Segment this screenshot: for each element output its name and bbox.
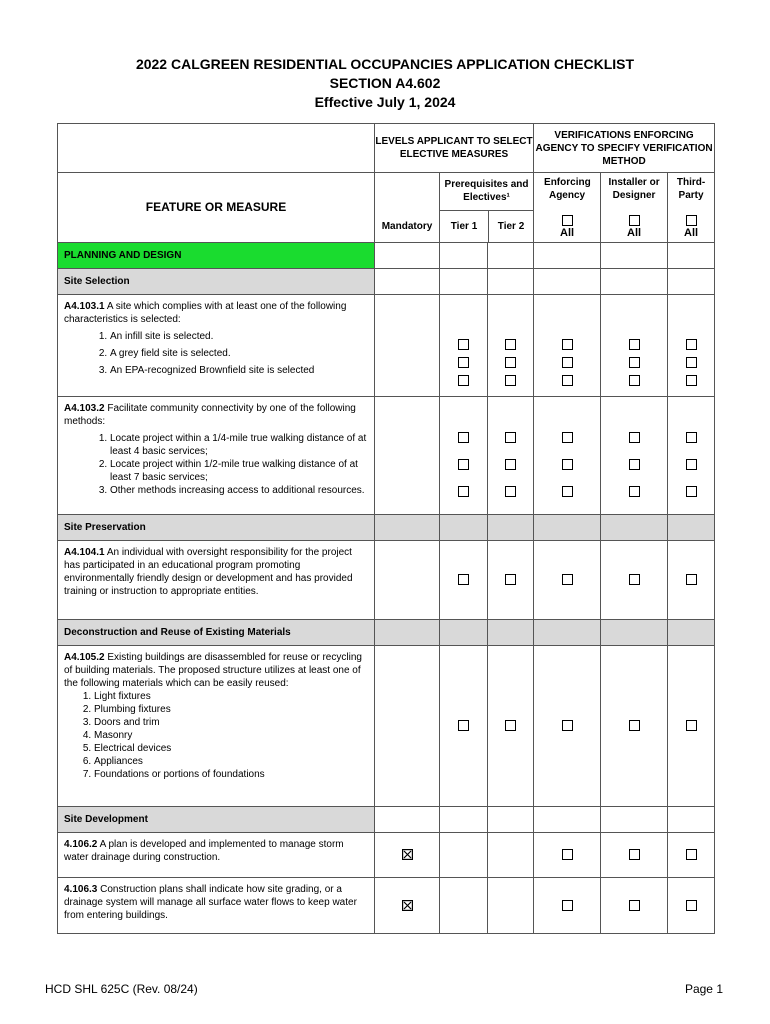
checkbox[interactable] bbox=[629, 574, 640, 585]
verifications-header: VERIFICATIONS ENFORCING AGENCY TO SPECIFY VERIFICATION METHOD bbox=[534, 124, 715, 173]
measure-a4-104-1: A4.104.1 An individual with oversight responsibility for the project has participated in an educational program promoting environmentally friendly design or development and has provided training or instruction to appropriate entities. bbox=[58, 541, 375, 620]
list-item: 2. Locate project within 1/2-mile true walking distance of at least 7 basic services; bbox=[110, 458, 368, 484]
checkbox[interactable] bbox=[505, 720, 516, 731]
checkbox[interactable] bbox=[505, 459, 516, 470]
checkbox[interactable] bbox=[562, 900, 573, 911]
list-item: 1. An infill site is selected. bbox=[110, 330, 368, 343]
measure-row bbox=[58, 397, 715, 515]
prereq-header bbox=[440, 173, 534, 243]
section-title: SECTION A4.602 bbox=[329, 75, 441, 91]
measure-row bbox=[58, 295, 715, 397]
checkbox[interactable] bbox=[686, 574, 697, 585]
measure-a4-103-1: A4.103.1 A site which complies with at least one of the following characteristics is selected: 1. An infill site is selected. 2. A grey field site is selected. 3. An EPA-recognized Brownfield site is selected bbox=[58, 295, 375, 397]
measure-row bbox=[58, 833, 715, 878]
checkbox[interactable] bbox=[505, 339, 516, 350]
third-party-all-checkbox[interactable] bbox=[686, 215, 697, 226]
checkbox[interactable] bbox=[458, 459, 469, 470]
checkbox[interactable] bbox=[686, 849, 697, 860]
checkbox[interactable] bbox=[686, 357, 697, 368]
installer-all-checkbox[interactable] bbox=[629, 215, 640, 226]
checkbox[interactable] bbox=[562, 339, 573, 350]
checkbox[interactable] bbox=[505, 486, 516, 497]
section-site-development: Site Development bbox=[58, 807, 375, 833]
enforcing-header: Enforcing Agency All bbox=[534, 173, 601, 243]
measure-row bbox=[58, 646, 715, 807]
list-item: 1. Light fixtures bbox=[94, 690, 368, 703]
checkbox[interactable] bbox=[562, 849, 573, 860]
measure-4-106-2: 4.106.2 A plan is developed and implemented to manage storm water drainage during construction. bbox=[58, 833, 375, 878]
checkbox[interactable] bbox=[686, 900, 697, 911]
list-item: 7. Foundations or portions of foundations bbox=[94, 768, 368, 781]
list-item: 3. Doors and trim bbox=[94, 716, 368, 729]
effective-date: Effective July 1, 2024 bbox=[314, 94, 456, 110]
prereq-label: Prerequisites and Electives¹ bbox=[440, 173, 533, 211]
measure-a4-105-2: A4.105.2 Existing buildings are disassembled for reuse or recycling of building materials. The proposed structure utilizes at least one of the following materials which can be easily reused: 1. Light fixtures 2. Plumbing fixtures 3. Doors and trim 4. Masonry 5. Electrical devices 6. Appliances 7. Foundations or portions of foundations bbox=[58, 646, 375, 807]
checkbox[interactable] bbox=[629, 375, 640, 386]
tier2-header: Tier 2 bbox=[497, 221, 525, 232]
checkbox[interactable] bbox=[686, 375, 697, 386]
feature-header: FEATURE OR MEASURE bbox=[58, 173, 375, 243]
checkbox[interactable] bbox=[629, 720, 640, 731]
checkbox[interactable] bbox=[686, 432, 697, 443]
checkbox[interactable] bbox=[505, 375, 516, 386]
checked-checkbox[interactable] bbox=[402, 900, 413, 911]
checkbox[interactable] bbox=[629, 459, 640, 470]
list-item: 3. Other methods increasing access to additional resources. bbox=[110, 484, 368, 497]
list-item: 2. A grey field site is selected. bbox=[110, 347, 368, 360]
checkbox[interactable] bbox=[629, 849, 640, 860]
document-title: 2022 CALGREEN RESIDENTIAL OCCUPANCIES APPLICATION CHECKLIST bbox=[135, 56, 635, 72]
checkbox[interactable] bbox=[562, 459, 573, 470]
checkbox[interactable] bbox=[562, 375, 573, 386]
checkbox[interactable] bbox=[686, 720, 697, 731]
levels-header: LEVELS APPLICANT TO SELECT ELECTIVE MEASURES bbox=[375, 124, 534, 173]
measure-4-106-3: 4.106.3 Construction plans shall indicate how site grading, or a drainage system will manage all surface water flows to keep water from entering buildings. bbox=[58, 878, 375, 934]
checkbox[interactable] bbox=[562, 574, 573, 585]
checkbox[interactable] bbox=[505, 432, 516, 443]
checkbox[interactable] bbox=[629, 486, 640, 497]
checkbox[interactable] bbox=[686, 486, 697, 497]
checked-checkbox[interactable] bbox=[402, 849, 413, 860]
measure-row bbox=[58, 541, 715, 620]
list-item: 4. Masonry bbox=[94, 729, 368, 742]
list-item: 3. An EPA-recognized Brownfield site is selected bbox=[110, 364, 368, 377]
checkbox[interactable] bbox=[562, 720, 573, 731]
checkbox[interactable] bbox=[629, 339, 640, 350]
form-number: HCD SHL 625C (Rev. 08/24) bbox=[45, 982, 198, 996]
checkbox[interactable] bbox=[458, 574, 469, 585]
page-number: Page 1 bbox=[684, 982, 723, 996]
checkbox[interactable] bbox=[686, 339, 697, 350]
checkbox[interactable] bbox=[505, 357, 516, 368]
installer-header: Installer or Designer All bbox=[601, 173, 668, 243]
checkbox[interactable] bbox=[562, 486, 573, 497]
checkbox[interactable] bbox=[458, 357, 469, 368]
list-item: 2. Plumbing fixtures bbox=[94, 703, 368, 716]
checkbox[interactable] bbox=[686, 459, 697, 470]
checkbox[interactable] bbox=[629, 357, 640, 368]
checkbox[interactable] bbox=[458, 720, 469, 731]
checkbox[interactable] bbox=[458, 375, 469, 386]
checkbox[interactable] bbox=[562, 432, 573, 443]
mandatory-header: Mandatory bbox=[375, 173, 440, 243]
checkbox[interactable] bbox=[562, 357, 573, 368]
list-item: 1. Locate project within a 1/4-mile true walking distance of at least 4 basic services; bbox=[110, 432, 368, 458]
section-planning-design: PLANNING AND DESIGN bbox=[58, 243, 375, 269]
checkbox[interactable] bbox=[458, 339, 469, 350]
list-item: 5. Electrical devices bbox=[94, 742, 368, 755]
checkbox[interactable] bbox=[458, 432, 469, 443]
section-site-selection: Site Selection bbox=[58, 269, 375, 295]
enforcing-all-checkbox[interactable] bbox=[562, 215, 573, 226]
checkbox[interactable] bbox=[629, 900, 640, 911]
header-blank bbox=[58, 124, 375, 173]
section-site-preservation: Site Preservation bbox=[58, 515, 375, 541]
checkbox[interactable] bbox=[458, 486, 469, 497]
list-item: 6. Appliances bbox=[94, 755, 368, 768]
checklist-table bbox=[57, 123, 715, 934]
section-deconstruction: Deconstruction and Reuse of Existing Materials bbox=[58, 620, 375, 646]
tier1-header: Tier 1 bbox=[440, 211, 489, 242]
measure-a4-103-2: A4.103.2 Facilitate community connectivity by one of the following methods: 1. Locate project within a 1/4-mile true walking distance of at least 4 basic services; 2. Locate project within 1/2-mile true walking distance of at least 7 basic services; 3. Other methods increasing access to additional resources. bbox=[58, 397, 375, 515]
checkbox[interactable] bbox=[505, 574, 516, 585]
measure-row bbox=[58, 878, 715, 934]
checkbox[interactable] bbox=[629, 432, 640, 443]
third-party-header: Third-Party All bbox=[668, 173, 715, 243]
